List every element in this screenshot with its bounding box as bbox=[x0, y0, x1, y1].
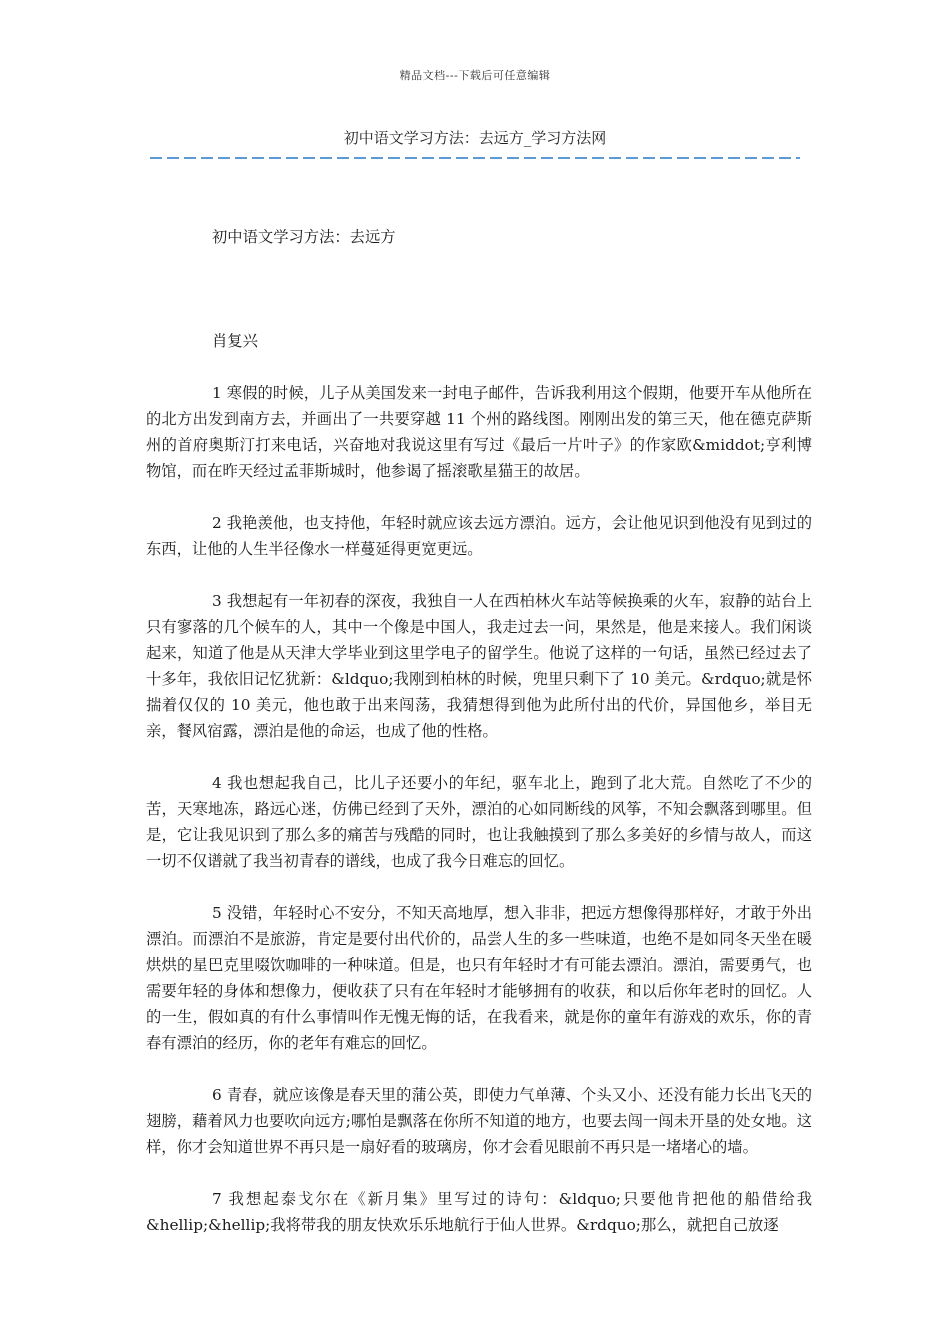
top-note: 精品文档---下载后可任意编辑 bbox=[399, 69, 551, 82]
paragraph-4: 4 我也想起我自己，比儿子还要小的年纪，驱车北上，跑到了北大荒。自然吃了不少的苦，天寒地冻，路远心迷，仿佛已经到了天外，漂泊的心如同断线的风筝，不知会飘落到哪里。但是，它让我见识到了那么多的痛苦与残酷的同时，也让我触摸到了那么多美好的乡情与故人，而这一切不仅谱就了我当初青春的谱线，也成了我今日难忘的回忆。 bbox=[146, 774, 812, 870]
paragraph-3: 3 我想起有一年初春的深夜，我独自一人在西柏林火车站等候换乘的火车，寂静的站台上只有寥落的几个候车的人，其中一个像是中国人，我走过去一问，果然是，他是来接人。我们闲谈起来，知道了他是从天津大学毕业到这里学电子的留学生。他说了这样的一句话，虽然已经过去了十多年，我依旧记忆犹新：&ldquo;我刚到柏林的时候，兜里只剩下了 10 美元。&rdquo;就是怀揣着仅仅的 10 美元，他也敢于出来闯荡，我猜想得到他为此所付出的代价，异国他乡，举目无亲，餐风宿露，漂泊是他的命运，也成了他的性格。 bbox=[146, 592, 812, 740]
paragraph-5: 5 没错，年轻时心不安分，不知天高地厚，想入非非，把远方想像得那样好，才敢于外出漂泊。而漂泊不是旅游，肯定是要付出代价的，品尝人生的多一些味道，也绝不是如同冬天坐在暖烘烘的星巴克里啜饮咖啡的一种味道。但是，也只有年轻时才有可能去漂泊。漂泊，需要勇气，也需要年轻的身体和想像力，便收获了只有在年轻时才能够拥有的收获，和以后你年老时的回忆。人的一生，假如真的有什么事情叫作无愧无悔的话，在我看来，就是你的童年有游戏的欢乐，你的青春有漂泊的经历，你的老年有难忘的回忆。 bbox=[146, 904, 812, 1052]
document-header: 初中语文学习方法：去远方_学习方法网 bbox=[343, 129, 607, 147]
article-title: 初中语文学习方法：去远方 bbox=[212, 228, 396, 246]
article-body bbox=[146, 224, 812, 1264]
header-divider bbox=[150, 157, 800, 159]
paragraph-2: 2 我艳羡他，也支持他，年轻时就应该去远方漂泊。远方，会让他见识到他没有见到过的东西，让他的人生半径像水一样蔓延得更宽更远。 bbox=[146, 514, 812, 558]
paragraph-6: 6 青春，就应该像是春天里的蒲公英，即使力气单薄、个头又小、还没有能力长出飞天的翅膀，藉着风力也要吹向远方;哪怕是飘落在你所不知道的地方，也要去闯一闯未开垦的处女地。这样，你才会知道世界不再只是一扇好看的玻璃房，你才会看见眼前不再只是一堵堵心的墙。 bbox=[146, 1086, 812, 1156]
paragraph-1: 1 寒假的时候，儿子从美国发来一封电子邮件，告诉我利用这个假期，他要开车从他所在的北方出发到南方去，并画出了一共要穿越 11 个州的路线图。刚刚出发的第三天，他在德克萨斯州的首府奥斯汀打来电话，兴奋地对我说这里有写过《最后一片叶子》的作家欧&middot;亨利博物馆，而在昨天经过孟菲斯城时，他参谒了摇滚歌星猫王的故居。 bbox=[146, 384, 812, 480]
paragraph-7: 7 我想起泰戈尔在《新月集》里写过的诗句：&ldquo;只要他肯把他的船借给我&hellip;&hellip;我将带我的朋友快欢乐乐地航行于仙人世界。&rdquo;那么，就把自己放逐 bbox=[146, 1190, 812, 1234]
article-author: 肖复兴 bbox=[212, 332, 258, 350]
